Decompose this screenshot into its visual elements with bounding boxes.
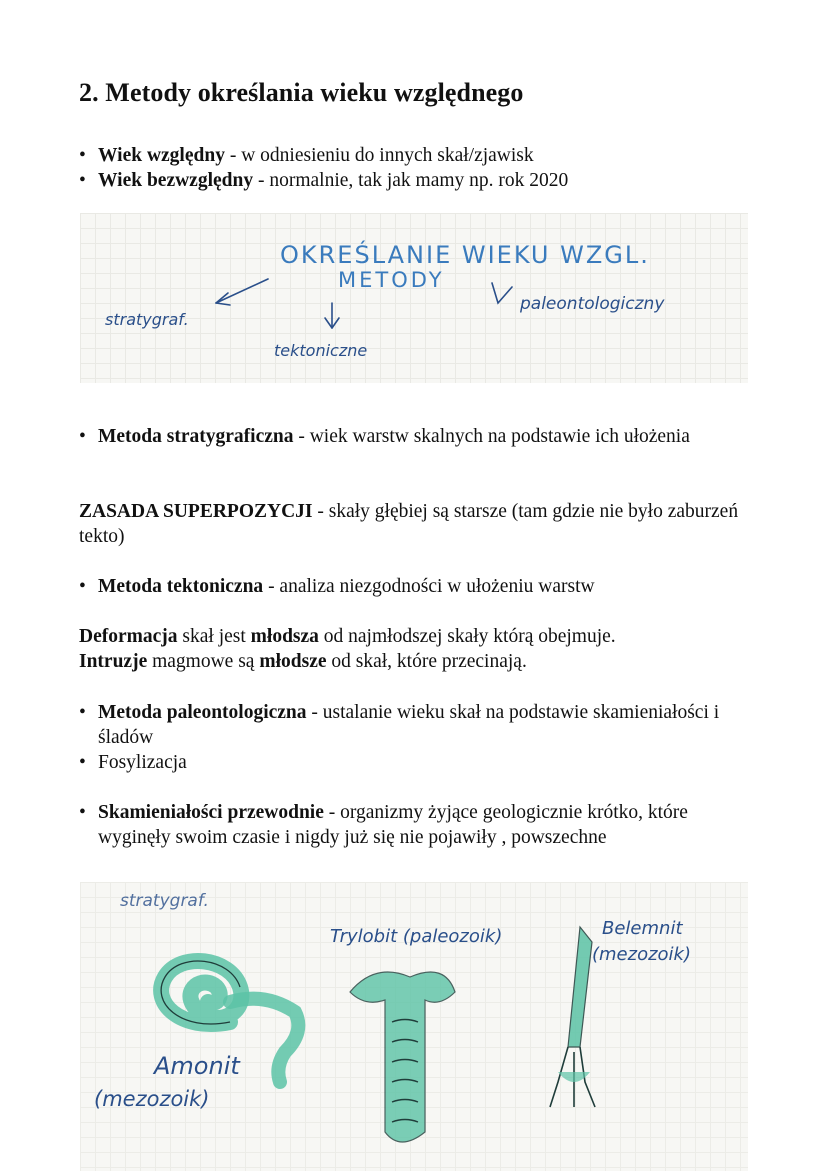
bullet-dot: •	[79, 170, 86, 191]
bullet-dot: •	[79, 802, 86, 823]
term-bold: młodsza	[250, 626, 319, 647]
belemnite-era: (mezozoik)	[592, 944, 691, 965]
term-desc: - ustalanie wieku skał na podstawie skamieniałości i śladów	[98, 702, 720, 748]
term-bold: Metoda tektoniczna	[98, 576, 264, 597]
bullet-dot: •	[79, 576, 86, 597]
ammonite-label: Amonit	[154, 1052, 240, 1080]
trilobite-icon	[350, 972, 455, 1142]
sketch-title-1: OKREŚLANIE WIEKU WZGL.	[280, 241, 650, 269]
bullet-dot: •	[79, 426, 86, 447]
term-bold: młodsze	[259, 651, 327, 672]
superposition-paragraph	[79, 499, 759, 549]
fossils-svg	[80, 882, 748, 1171]
term-desc: - analiza niezgodności w ułożeniu warstw	[263, 576, 595, 597]
fossils-drawing	[80, 882, 748, 1171]
arrow-left-icon	[216, 279, 268, 303]
bullet-dot: •	[79, 752, 86, 773]
handwritten-methods-sketch	[80, 213, 748, 383]
term-bold: Wiek bezwzględny	[98, 170, 254, 191]
term-bold: Metoda paleontologiczna	[98, 702, 307, 723]
arrow-right-icon	[492, 283, 512, 303]
belemnite-label: Belemnit	[602, 918, 683, 939]
bullet-dot: •	[79, 145, 86, 166]
term-desc: Fosylizacja	[98, 752, 187, 773]
sketch-svg	[80, 213, 748, 383]
term-bold: Intruzje	[79, 651, 148, 672]
term-desc: - skały głębiej są starsze (tam gdzie nie było zaburzeń tekto)	[79, 501, 739, 547]
ammonite-era: (mezozoik)	[94, 1087, 210, 1111]
term-bold: ZASADA SUPERPOZYCJI	[79, 501, 313, 522]
bullet-dot: •	[79, 702, 86, 723]
term-desc: - organizmy żyjące geologicznie krótko, które wyginęły swoim czasie i nigdy już się nie pojawiły , powszechne	[98, 802, 688, 848]
term-desc: - w odniesieniu do innych skał/zjawisk	[224, 145, 534, 166]
sketch-title-2: METODY	[338, 268, 445, 292]
sketch-cut-label: stratygraf.	[120, 891, 209, 911]
term-bold: Wiek względny	[98, 145, 225, 166]
belemnite-icon	[550, 927, 595, 1107]
term-desc: - wiek warstw skalnych na podstawie ich ułożenia	[293, 426, 690, 447]
term-bold: Deformacja	[79, 626, 178, 647]
term-bold: Metoda stratygraficzna	[98, 426, 294, 447]
sketch-right-label: paleontologiczny	[520, 294, 665, 314]
sketch-left-label: stratygraf.	[105, 310, 189, 329]
trilobite-label: Trylobit (paleozoik)	[330, 926, 503, 947]
deformation-paragraph: Deformacja skał jest młodsza od najmłodszej skały którą obejmuje. Intruzje magmowe są młodsze od skał, które przecinają.	[79, 626, 616, 672]
sketch-bottom-label: tektoniczne	[274, 341, 368, 360]
term-bold: Skamieniałości przewodnie	[98, 802, 324, 823]
page-title: 2. Metody określania wieku względnego	[79, 78, 524, 107]
term-desc: - normalnie, tak jak mamy np. rok 2020	[253, 170, 569, 191]
